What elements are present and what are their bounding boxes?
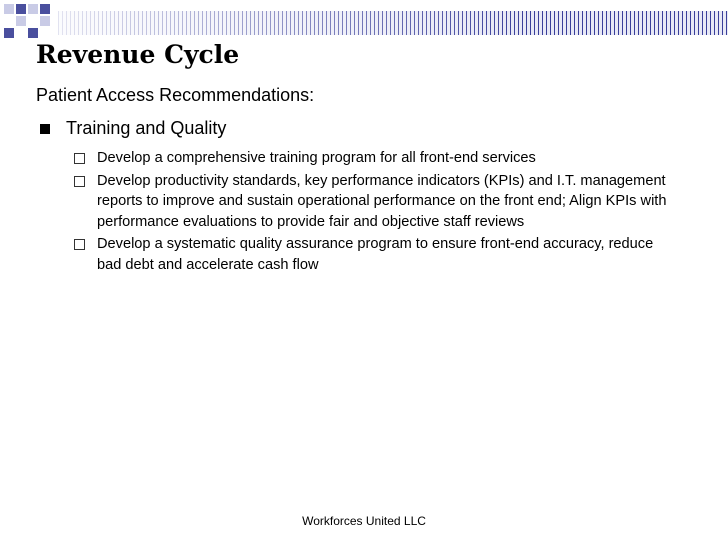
main-bullet bbox=[40, 118, 226, 139]
slide-footer: Workforces United LLC bbox=[302, 514, 426, 528]
list-item-text: Develop a comprehensive training program for all front-end services bbox=[97, 150, 536, 166]
sub-bullet-list bbox=[74, 148, 674, 277]
decor-square bbox=[4, 4, 14, 14]
hollow-square-bullet-icon bbox=[74, 176, 85, 187]
list-item bbox=[74, 234, 674, 275]
hollow-square-bullet-icon bbox=[74, 153, 85, 164]
decor-square bbox=[28, 4, 38, 14]
main-bullet-text: Training and Quality bbox=[66, 118, 227, 138]
header-stripe-band bbox=[58, 11, 728, 35]
decor-square bbox=[16, 16, 26, 26]
decor-square bbox=[28, 28, 38, 38]
filled-square-bullet-icon bbox=[40, 124, 50, 134]
list-item bbox=[74, 171, 674, 233]
decor-square bbox=[40, 4, 50, 14]
header-decoration-squares bbox=[0, 0, 52, 42]
list-item-text: Develop productivity standards, key performance indicators (KPIs) and I.T. management reports to improve and sustain operational performance on the front end; Align KPIs with performance evaluations to provide fair and objective staff reviews bbox=[97, 172, 667, 230]
list-item bbox=[74, 148, 674, 169]
decor-square bbox=[40, 16, 50, 26]
decor-square bbox=[4, 28, 14, 38]
decor-square bbox=[16, 4, 26, 14]
slide-subtitle: Patient Access Recommendations: bbox=[36, 85, 315, 105]
list-item-text: Develop a systematic quality assurance program to ensure front-end accuracy, reduce bad debt and accelerate cash flow bbox=[97, 236, 654, 273]
hollow-square-bullet-icon bbox=[74, 239, 85, 250]
slide-title: Revenue Cycle bbox=[36, 40, 240, 69]
